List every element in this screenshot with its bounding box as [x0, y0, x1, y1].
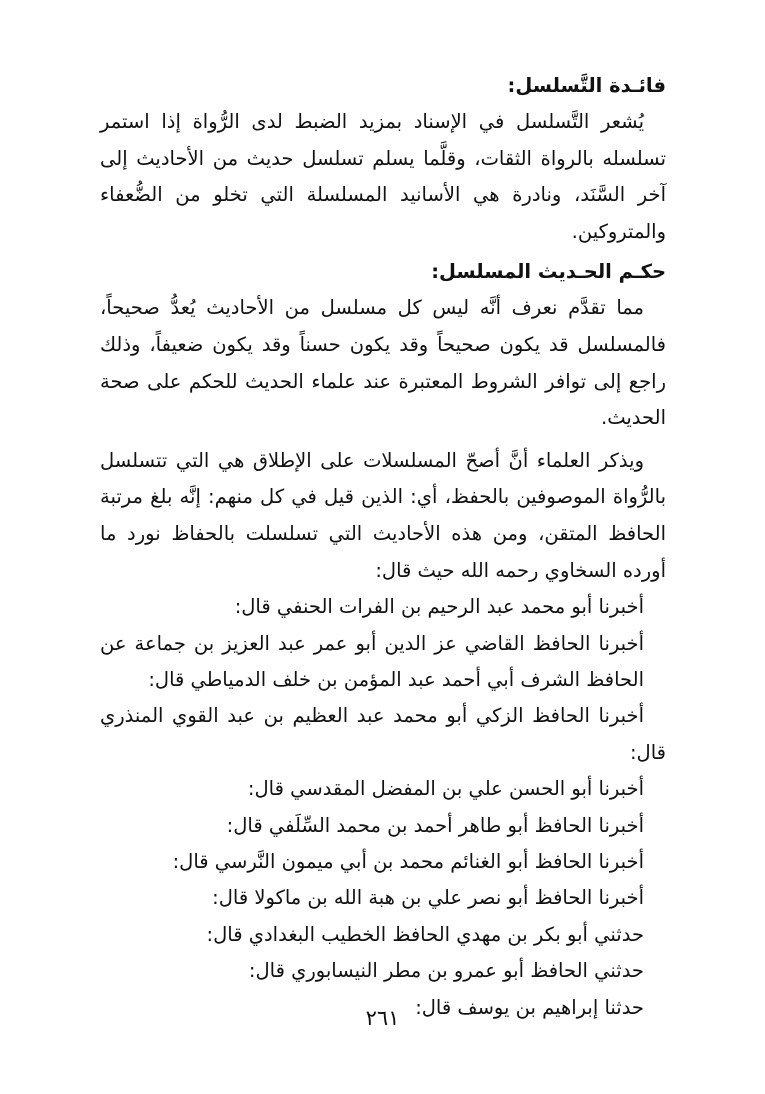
isnad-line: أخبرنا الحافظ أبو نصر علي بن هبة الله بن ماكولا قال:: [212, 886, 644, 910]
isnad-line: أخبرنا الحافظ الزكي أبو محمد عبد العظيم بن عبد القوي المنذري قال:: [100, 704, 666, 764]
paragraph-hukm-2: ويذكر العلماء أنَّ أصحّ المسلسلات على الإطلاق هي التي تتسلسل بالرُّواة الموصوفين بالحفظ، أي: الذين قيل في كل منهم: إنَّه بلغ مرتبة الحافظ المتقن، ومن هذه الأحاديث التي تسلسلت بالحفاظ نورد ما أورده السخاوي رحمه الله حيث قال:: [100, 448, 666, 582]
isnad-line: أخبرنا أبو محمد عبد الرحيم بن الفرات الحنفي قال:: [234, 595, 644, 619]
isnad-line: أخبرنا الحافظ أبو الغنائم محمد بن أبي ميمون النَّرسي قال:: [172, 849, 644, 873]
paragraph-hukm-1: مما تقدَّم نعرف أنَّه ليس كل مسلسل من الأحاديث يُعدُّ صحيحاً، فالمسلسل قد يكون صحيحاً وقد يكون حسناً وقد يكون ضعيفاً، وذلك راجع إلى توافر الشروط المعتبرة عند علماء الحديث للحكم على صحة الحديث.: [100, 296, 666, 430]
paragraph-fayda: يُشعر التَّسلسل في الإسناد بمزيد الضبط لدى الرُّواة إذا استمر تسلسله بالرواة الثقات، وقلَّما يسلم تسلسل حديث من الأحاديث إلى آخر السَّنَد، ونادرة هي الأسانيد المسلسلة التي تخلو من الضُّعفاء والمتروكين.: [100, 110, 666, 243]
page-body: [100, 68, 666, 1048]
isnad-line: حدثني الحافظ أبو عمرو بن مطر النيسابوري قال:: [248, 959, 644, 983]
isnad-chain: [100, 589, 666, 1026]
isnad-line: أخبرنا الحافظ القاضي عز الدين أبو عمر عبد العزيز بن جماعة عن الحافظ الشرف أبي أحمد عبد المؤمن بن خلف الدمياطي قال:: [100, 631, 644, 691]
isnad-line: أخبرنا الحافظ أبو طاهر أحمد بن محمد السِّلَفي قال:: [226, 813, 644, 837]
isnad-line: أخبرنا أبو الحسن علي بن المفضل المقدسي قال:: [247, 777, 644, 801]
section-heading-fayda: فائـدة التَّسلسل:: [507, 74, 666, 97]
isnad-line: حدثني أبو بكر بن مهدي الحافظ الخطيب البغدادي قال:: [206, 922, 644, 946]
isnad-line: حدثنا إبراهيم بن يوسف قال:: [415, 995, 644, 1019]
page-number: ٢٦١: [365, 1006, 400, 1030]
section-heading-hukm: حكـم الحـديث المسلسل:: [431, 260, 666, 284]
